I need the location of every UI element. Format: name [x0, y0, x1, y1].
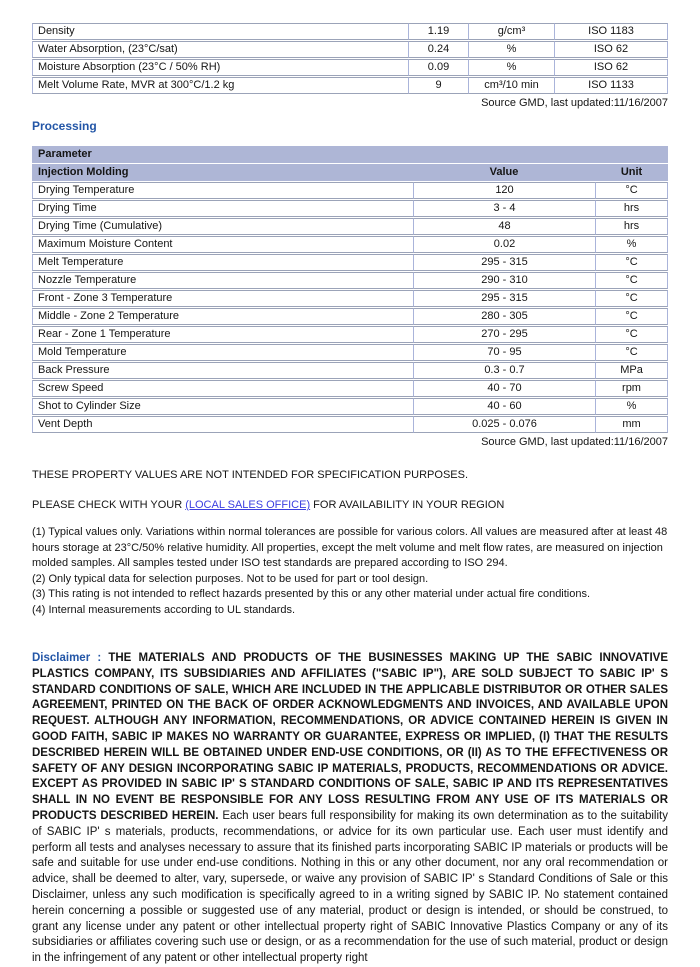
- parameter-unit-cell: hrs: [595, 218, 668, 235]
- property-name-cell: Density: [32, 23, 408, 40]
- column-header-parameter: Injection Molding: [32, 164, 413, 181]
- parameter-name-cell: Middle - Zone 2 Temperature: [32, 308, 413, 325]
- footnote: (3) This rating is not intended to reflect hazards presented by this or any other material under actual fire conditions.: [32, 588, 591, 600]
- parameter-unit-cell: MPa: [595, 362, 668, 379]
- footnote: (4) Internal measurements according to UL standards.: [32, 603, 296, 616]
- property-value-cell: 0.24: [408, 41, 468, 58]
- parameter-name-cell: Nozzle Temperature: [32, 272, 413, 289]
- parameter-name-cell: Drying Time (Cumulative): [32, 218, 413, 235]
- source-note: Source GMD, last updated:11/16/2007: [481, 436, 668, 448]
- parameter-value-cell: 40 - 70: [413, 380, 595, 397]
- table-row: [32, 272, 668, 289]
- properties-table: [32, 22, 668, 95]
- table-row: [32, 41, 668, 58]
- table-row: [32, 23, 668, 40]
- parameter-value-cell: 295 - 315: [413, 254, 595, 271]
- property-value-cell: 0.09: [408, 59, 468, 76]
- table-row: [32, 362, 668, 379]
- disclaimer-bold-text: THE MATERIALS AND PRODUCTS OF THE BUSINESSES MAKING UP THE SABIC INNOVATIVE PLASTICS COMPANY, ITS SUBSIDIARIES AND AFFILIATES ("SABIC IP"), ARE SOLD SUBJECT TO SABIC IP' S STANDARD CONDITIONS OF SALE, WHICH ARE INCLUDED IN THE APPLICABLE DISTRIBUTOR OR OTHER SALES AGREEMENT, PRINTED ON THE BACK OF ORDER ACKNOWLEDGMENTS AND INVOICES, AND AVAILABLE UPON REQUEST. ALTHOUGH ANY INFORMATION, RECOMMENDATIONS, OR ADVICE CONTAINED HEREIN IS GIVEN IN GOOD FAITH, SABIC IP MAKES NO WARRANTY OR GUARANTEE, EXPRESS OR IMPLIED, (I) THAT THE RESULTS DESCRIBED HEREIN WILL BE OBTAINED UNDER END-USE CONDITIONS, OR (II) AS TO THE EFFECTIVENESS OR SAFETY OF ANY DESIGN INCORPORATING SABIC IP MATERIALS, PRODUCTS, RECOMMENDATIONS OR ADVICE. EXCEPT AS PROVIDED IN SABIC IP' S STANDARD CONDITIONS OF SALE, SABIC IP AND ITS REPRESENTATIVES SHALL IN NO EVENT BE RESPONSIBLE FOR ANY LOSS RESULTING FROM ANY USE OF ITS MATERIALS OR PRODUCTS DESCRIBED HEREIN.: [32, 652, 668, 822]
- table-row: [32, 182, 668, 199]
- page-content: [32, 0, 668, 967]
- parameter-unit-cell: %: [595, 398, 668, 415]
- property-standard-cell: ISO 1183: [554, 23, 668, 40]
- footnote: (2) Only typical data for selection purposes. Not to be used for part or tool design.: [32, 572, 429, 585]
- parameter-unit-cell: °C: [595, 254, 668, 271]
- parameter-value-cell: 40 - 60: [413, 398, 595, 415]
- footnote: (1) Typical values only. Variations within normal tolerances are possible for various colors. All values are measured after at least 48 hours storage at 23°C/50% relative humidity. All properties, except the melt volume and melt flow rates, are measured on injection molded samples. All samples tested under ISO test standards are prepared according to ISO 294.: [32, 526, 668, 569]
- parameter-name-cell: Maximum Moisture Content: [32, 236, 413, 253]
- injection-molding-table: [32, 145, 668, 434]
- table-row: [32, 380, 668, 397]
- availability-suffix: FOR AVAILABILITY IN YOUR REGION: [310, 499, 505, 511]
- parameter-value-cell: 120: [413, 182, 595, 199]
- table-row: [32, 59, 668, 76]
- table-row: [32, 416, 668, 433]
- availability-prefix: PLEASE CHECK WITH YOUR: [32, 499, 186, 511]
- specification-notice: THESE PROPERTY VALUES ARE NOT INTENDED FOR SPECIFICATION PURPOSES.: [32, 469, 469, 481]
- table-row: [32, 398, 668, 415]
- parameter-unit-cell: °C: [595, 326, 668, 343]
- table-row: [32, 200, 668, 217]
- parameter-value-cell: 280 - 305: [413, 308, 595, 325]
- parameter-value-cell: 290 - 310: [413, 272, 595, 289]
- local-sales-office-link[interactable]: (LOCAL SALES OFFICE): [185, 499, 311, 511]
- property-standard-cell: ISO 62: [554, 41, 668, 58]
- parameter-unit-cell: mm: [595, 416, 668, 433]
- table-row: [32, 77, 668, 94]
- parameter-unit-cell: %: [595, 236, 668, 253]
- disclaimer-label: Disclaimer :: [32, 652, 102, 664]
- table-row: [32, 308, 668, 325]
- table-column-header-row: [32, 164, 668, 181]
- processing-heading: Processing: [32, 119, 97, 133]
- property-unit-cell: g/cm³: [468, 23, 554, 40]
- group-header-cell: Parameter: [32, 146, 668, 163]
- table-row: [32, 326, 668, 343]
- property-name-cell: Water Absorption, (23°C/sat): [32, 41, 408, 58]
- disclaimer-paragraph: [32, 651, 668, 967]
- parameter-name-cell: Drying Time: [32, 200, 413, 217]
- source-note: Source GMD, last updated:11/16/2007: [481, 97, 668, 109]
- parameter-value-cell: 0.025 - 0.076: [413, 416, 595, 433]
- column-header-value: Value: [413, 164, 595, 181]
- table-group-header-row: [32, 146, 668, 163]
- footnotes-block: [32, 525, 668, 618]
- parameter-name-cell: Front - Zone 3 Temperature: [32, 290, 413, 307]
- property-name-cell: Moisture Absorption (23°C / 50% RH): [32, 59, 408, 76]
- parameter-unit-cell: °C: [595, 308, 668, 325]
- parameter-value-cell: 270 - 295: [413, 326, 595, 343]
- table-row: [32, 290, 668, 307]
- parameter-name-cell: Rear - Zone 1 Temperature: [32, 326, 413, 343]
- parameter-unit-cell: hrs: [595, 200, 668, 217]
- property-unit-cell: cm³/10 min: [468, 77, 554, 94]
- parameter-unit-cell: °C: [595, 344, 668, 361]
- table-row: [32, 344, 668, 361]
- parameter-value-cell: 0.02: [413, 236, 595, 253]
- parameter-value-cell: 3 - 4: [413, 200, 595, 217]
- parameter-unit-cell: °C: [595, 182, 668, 199]
- parameter-name-cell: Shot to Cylinder Size: [32, 398, 413, 415]
- property-name-cell: Melt Volume Rate, MVR at 300°C/1.2 kg: [32, 77, 408, 94]
- parameter-name-cell: Screw Speed: [32, 380, 413, 397]
- disclaimer-body-text: Each user bears full responsibility for making its own determination as to the suitability of SABIC IP' s materials, products, recommendations, or advice for its own particular use. Each user must identify and perform all tests and analyses necessary to assure that its finished parts incorporating SABIC IP materials or products will be safe and suitable for use under end-use conditions. Nothing in this or any other document, nor any oral recommendation or advice, shall be deemed to alter, vary, supersede, or waive any provision of SABIC IP' s Standard Conditions of Sale or this Disclaimer, unless any such modification is specifically agreed to in a writing signed by SABIC IP. No statement contained herein concerning a possible or suggested use of any material, product or design is intended, or should be construed, to grant any license under any patent or other intellectual property right of SABIC Innovative Plastics Company or any of its subsidiaries or affiliates covering such use or design, or as a recommendation for the use of such material, product or design in the infringement of any patent or other intellectual property right: [32, 809, 668, 965]
- parameter-value-cell: 295 - 315: [413, 290, 595, 307]
- table-row: [32, 218, 668, 235]
- parameter-unit-cell: °C: [595, 272, 668, 289]
- parameter-value-cell: 70 - 95: [413, 344, 595, 361]
- parameter-unit-cell: °C: [595, 290, 668, 307]
- parameter-name-cell: Back Pressure: [32, 362, 413, 379]
- parameter-value-cell: 0.3 - 0.7: [413, 362, 595, 379]
- parameter-name-cell: Melt Temperature: [32, 254, 413, 271]
- parameter-value-cell: 48: [413, 218, 595, 235]
- table-row: [32, 254, 668, 271]
- property-unit-cell: %: [468, 59, 554, 76]
- property-value-cell: 1.19: [408, 23, 468, 40]
- property-standard-cell: ISO 1133: [554, 77, 668, 94]
- property-standard-cell: ISO 62: [554, 59, 668, 76]
- property-unit-cell: %: [468, 41, 554, 58]
- parameter-name-cell: Mold Temperature: [32, 344, 413, 361]
- parameter-name-cell: Vent Depth: [32, 416, 413, 433]
- property-value-cell: 9: [408, 77, 468, 94]
- column-header-unit: Unit: [595, 164, 668, 181]
- parameter-name-cell: Drying Temperature: [32, 182, 413, 199]
- table-row: [32, 236, 668, 253]
- availability-notice: [32, 499, 668, 512]
- parameter-unit-cell: rpm: [595, 380, 668, 397]
